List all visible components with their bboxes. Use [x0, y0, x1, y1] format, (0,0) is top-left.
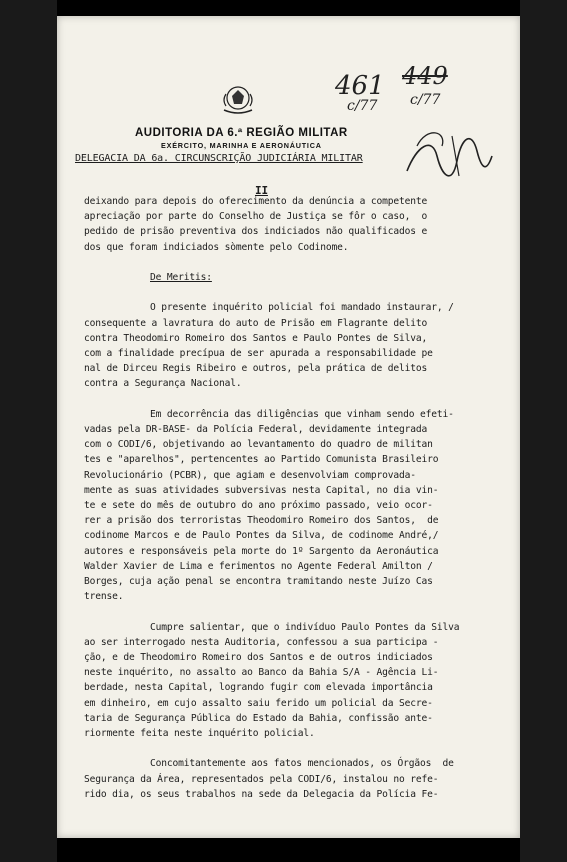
body-line: ao ser interrogado nesta Auditoria, confessou a sua participa -: [84, 636, 439, 648]
body-line: trense.: [84, 591, 124, 603]
body-line: pedido de prisão preventiva dos indiciados não qualificados e: [84, 226, 428, 238]
handwritten-signature-icon: [397, 116, 497, 196]
body-line: autores e responsáveis pela morte do 1º Sargento da Aeronáutica: [84, 545, 439, 557]
body-line: te e sete do mês de outubro do ano próximo passado, veio ocor-: [84, 500, 433, 511]
body-line: apreciação por parte do Conselho de Justiça se fôr o caso, o: [84, 211, 428, 223]
film-border-right: [520, 0, 567, 862]
body-line: ção, e de Theodomiro Romeiro dos Santos e de outros indiciados: [84, 652, 433, 663]
org-title: AUDITORIA DA 6.ª REGIÃO MILITAR: [135, 127, 348, 139]
body-line: consequente a lavratura do auto de Prisão em Flagrante delito: [84, 317, 428, 329]
section-number: II: [255, 184, 268, 197]
body-line: em dinheiro, em cujo assalto saiu ferido um policial da Secre-: [84, 697, 433, 709]
delegacia-heading: DELEGACIA DA 6a. CIRCUNSCRIÇÃO JUDICIÁRIA MILITAR: [75, 153, 363, 164]
body-line: contra Theodomiro Romeiro dos Santos e Paulo Pontes de Silva,: [84, 332, 428, 344]
body-line: rer a prisão dos terroristas Theodomiro Romeiro dos Santos, de: [84, 515, 439, 527]
body-line: Borges, cuja ação penal se encontra tramitando neste Juízo Cas: [84, 576, 433, 587]
body-line: codinome Marcos e de Paulo Pontes da Silva, de codinome André,/: [84, 530, 439, 542]
body-line: mente as suas atividades subversivas nesta Capital, no dia vin-: [84, 484, 439, 496]
body-line: Em decorrência das diligências que vinham sendo efeti-: [150, 408, 454, 420]
film-border-left: [0, 0, 57, 862]
body-line: rido dia, os seus trabalhos na sede da Delegacia da Polícia Fe-: [84, 788, 439, 800]
body-line: De Meritis:: [150, 272, 212, 283]
body-line: nal de Dirceu Regis Ribeiro e outros, pela prática de delitos: [84, 363, 428, 375]
coat-of-arms-icon: [220, 84, 256, 116]
body-line: riormente feita neste inquérito policial.: [84, 728, 315, 739]
body-line: Cumpre salientar, que o indivíduo Paulo Pontes da Silva: [150, 621, 460, 633]
handwritten-number-a-sub: c/77: [347, 98, 378, 114]
body-line: Segurança da Área, representados pela CODI/6, instalou no refe-: [84, 773, 439, 785]
body-line: com a finalidade precípua de ser apurada a responsabilidade pe: [84, 348, 433, 359]
body-line: vadas pela DR-BASE- da Polícia Federal, devidamente integrada: [84, 424, 428, 435]
handwritten-number-b-sub: c/77: [410, 92, 441, 108]
body-line: dos que foram indiciados sòmente pelo Codinome.: [84, 241, 349, 253]
body-line: Concomitantemente aos fatos mencionados, os Órgãos de: [150, 758, 454, 770]
body-line: contra a Segurança Nacional.: [84, 378, 242, 390]
body-line: deixando para depois do oferecimento da denúncia a competente: [84, 196, 428, 207]
body-line: tes e "aparelhos", pertencentes ao Partido Comunista Brasileiro: [84, 454, 439, 466]
handwritten-number-b: 449: [402, 62, 448, 90]
handwritten-number-a: 461: [335, 71, 385, 101]
body-line: O presente inquérito policial foi mandado instaurar, /: [150, 302, 454, 314]
org-subtitle: EXÉRCITO, MARINHA E AERONÁUTICA: [161, 141, 322, 150]
body-line: Walder Xavier de Lima e ferimentos no Agente Federal Amilton /: [84, 560, 433, 572]
body-line: Revolucionário (PCBR), que agiam e desenvolviam comprovada-: [84, 469, 416, 481]
body-line: neste inquérito, no assalto ao Banco da Bahia S/A - Agência Li-: [84, 667, 439, 679]
document-page: [57, 16, 520, 838]
body-line: com o CODI/6, objetivando ao levantamento do quadro de militan: [84, 439, 433, 451]
body-line: berdade, nesta Capital, logrando fugir com elevada importância: [84, 682, 433, 694]
body-line: taria de Segurança Pública do Estado da Bahia, confissão ante-: [84, 712, 433, 724]
